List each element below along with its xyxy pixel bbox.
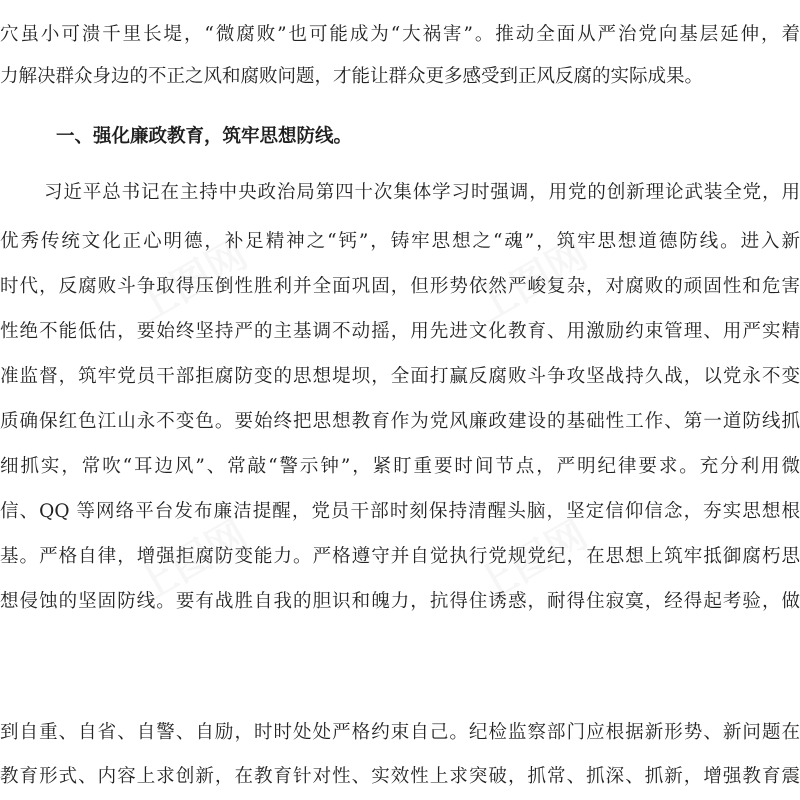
section-heading: 一、强化廉政教育，筑牢思想防线。 bbox=[56, 126, 353, 147]
body-line-8: 信、QQ 等网络平台发布廉洁提醒，党员干部时刻保持清醒头脑，坚定信仰信念，夯实思想根 bbox=[0, 501, 800, 522]
body-line-1: 习近平总书记在主持中央政治局第四十次集体学习时强调，用党的创新理论武装全党，用 bbox=[44, 182, 800, 203]
intro-line-2: 力解决群众身边的不正之风和腐败问题，才能让群众更多感受到正风反腐的实际成果。 bbox=[0, 66, 704, 87]
body-line-3: 时代，反腐败斗争取得压倒性胜利并全面巩固，但形势依然严峻复杂，对腐败的顽固性和危害 bbox=[0, 276, 800, 297]
body-line-9: 基。严格自律，增强拒腐防变能力。严格遵守并自觉执行党规党纪，在思想上筑牢抵御腐朽思 bbox=[0, 546, 800, 567]
body-line-4: 性绝不能低估，要始终坚持严的主基调不动摇，用先进文化教育、用激励约束管理、用严实精 bbox=[0, 321, 800, 342]
body-line-5: 准监督，筑牢党员干部拒腐防变的思想堤坝，全面打赢反腐败斗争攻坚战持久战，以党永不变 bbox=[0, 366, 800, 387]
body-line-6: 质确保红色江山永不变色。要始终把思想教育作为党风廉政建设的基础性工作、第一道防线抓 bbox=[0, 411, 800, 432]
body-line-7: 细抓实，常吹“耳边风”、常敲“警示钟”，紧盯重要时间节点，严明纪律要求。充分利用微 bbox=[0, 456, 800, 477]
continued-line-2: 教育形式、内容上求创新，在教育针对性、实效性上求突破，抓常、抓深、抓新，增强教育震 bbox=[0, 766, 800, 787]
intro-line-1: 穴虽小可溃千里长堤，“微腐败”也可能成为“大祸害”。推动全面从严治党向基层延伸，着 bbox=[0, 24, 800, 45]
body-line-10: 想侵蚀的坚固防线。要有战胜自我的胆识和魄力，抗得住诱惑，耐得住寂寞，经得起考验，做 bbox=[0, 591, 800, 612]
body-line-2: 优秀传统文化正心明德，补足精神之“钙”，铸牢思想之“魂”，筑牢思想道德防线。进入新 bbox=[0, 231, 800, 252]
continued-line-1: 到自重、自省、自警、自励，时时处处严格约束自己。纪检监察部门应根据新形势、新问题在 bbox=[0, 722, 800, 743]
